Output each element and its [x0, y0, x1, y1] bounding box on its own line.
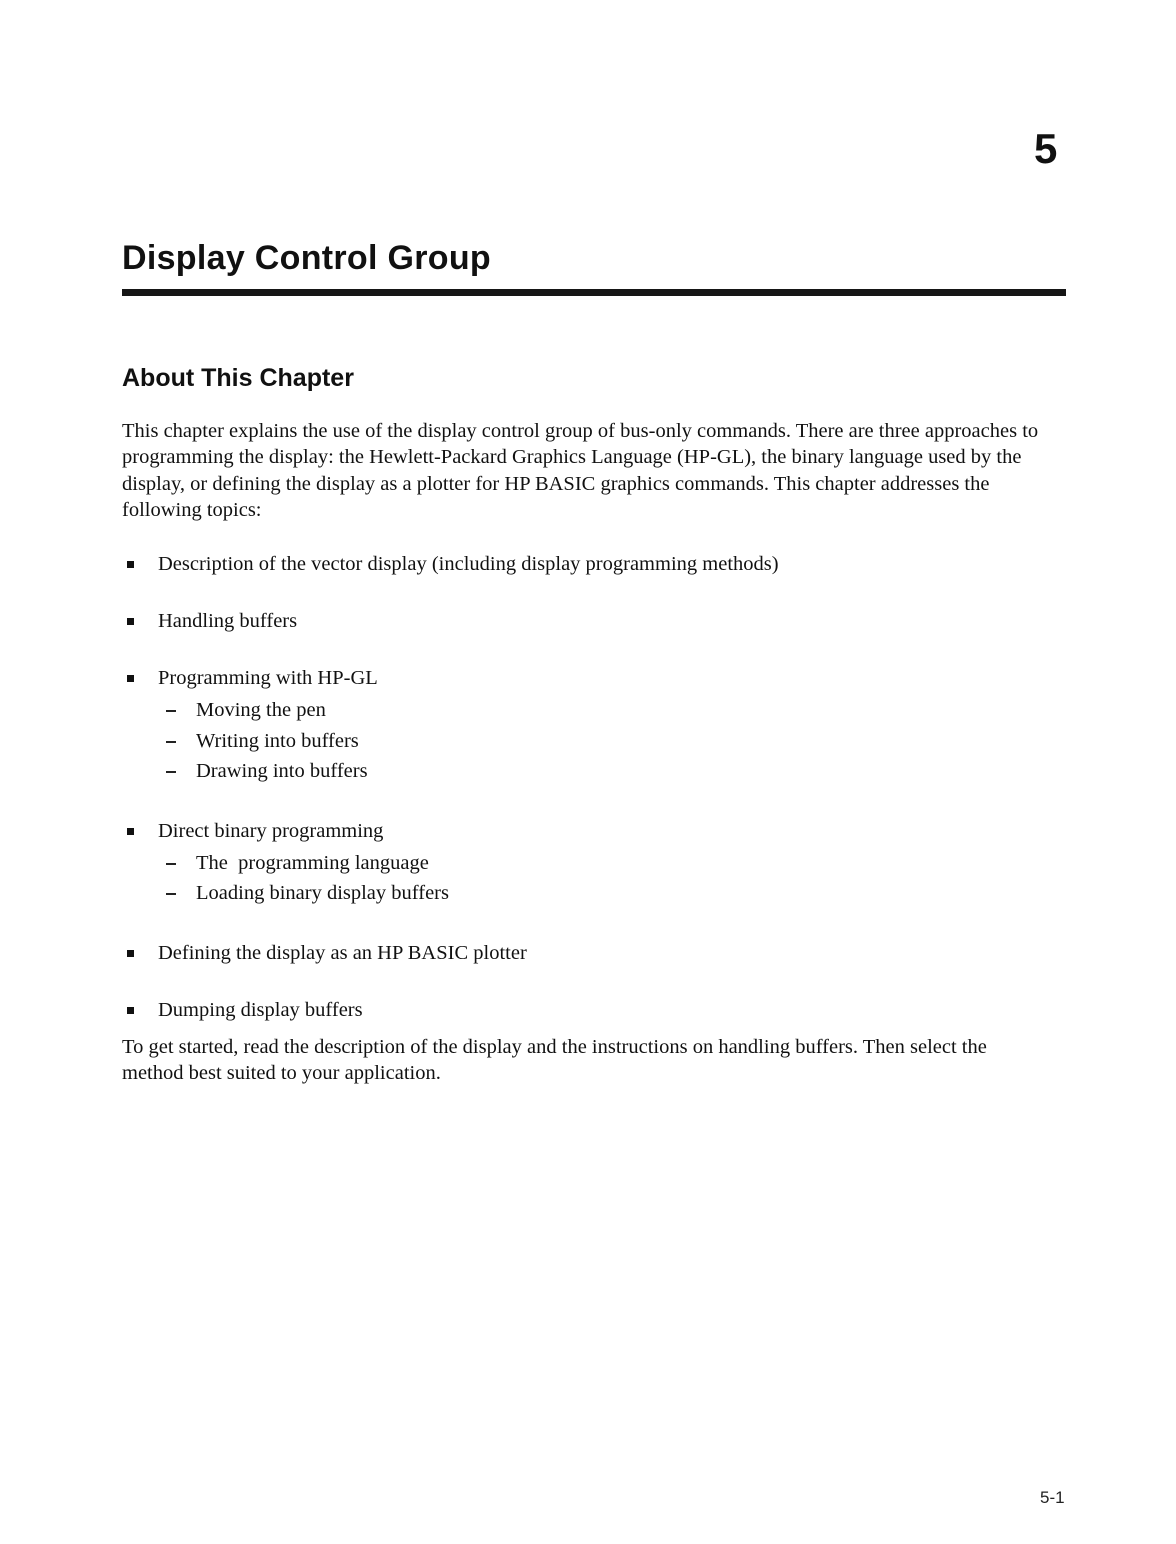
- subtopic-list: [158, 695, 1022, 787]
- subtopic-label: Drawing into buffers: [196, 760, 368, 782]
- subtopic-label: Moving the pen: [196, 699, 326, 721]
- topic-item: [122, 940, 1022, 966]
- chapter-number: 5: [1034, 125, 1058, 172]
- topic-label: Programming with HP-GL: [158, 667, 378, 689]
- topic-label: Handling buffers: [158, 610, 298, 632]
- bullet-icon: [127, 1007, 134, 1014]
- subtopic-item: [158, 848, 1022, 879]
- topic-item: [122, 665, 1022, 787]
- subtopic-item: [158, 695, 1022, 726]
- chapter-title: Display Control Group: [122, 239, 491, 277]
- page-number: 5-1: [1040, 1488, 1065, 1507]
- outro-paragraph: To get started, read the description of the display and the instructions on handling buffers. Then select the method best suited to your application.: [122, 1036, 987, 1085]
- subtopic-item: [158, 726, 1022, 757]
- topic-label: Dumping display buffers: [158, 998, 363, 1021]
- subtopic-label: The programming language: [196, 851, 429, 874]
- subtopic-label: Writing into buffers: [196, 729, 359, 752]
- bullet-icon: [127, 950, 134, 957]
- topic-label: Defining the display as an HP BASIC plotter: [158, 941, 527, 964]
- bullet-icon: [127, 828, 134, 835]
- topic-label: Direct binary programming: [158, 819, 384, 842]
- topic-item: [122, 818, 1022, 909]
- topic-label: Description of the vector display (including display programming methods): [158, 553, 779, 575]
- dash-icon: [166, 710, 176, 712]
- dash-icon: [166, 771, 176, 773]
- dash-icon: [166, 741, 176, 743]
- intro-paragraph: This chapter explains the use of the display control group of bus-only commands. There are three approaches to programming the display: the Hewlett-Packard Graphics Language (HP-GL), the binary language used by the display, or defining the display as a plotter for HP BASIC graphics commands. This chapter addresses the following topics:: [122, 420, 1039, 521]
- topic-item: [122, 551, 1022, 577]
- subtopic-item: [158, 878, 1022, 909]
- topic-item: [122, 997, 1022, 1023]
- title-rule: [122, 289, 1066, 296]
- subtopic-list: [158, 848, 1022, 909]
- section-heading: About This Chapter: [122, 364, 354, 392]
- dash-icon: [166, 863, 176, 865]
- bullet-icon: [127, 618, 134, 625]
- bullet-icon: [127, 675, 134, 682]
- bullet-icon: [127, 561, 134, 568]
- subtopic-item: [158, 756, 1022, 787]
- dash-icon: [166, 893, 176, 895]
- topic-list: [122, 551, 1022, 1054]
- topic-item: [122, 608, 1022, 634]
- subtopic-label: Loading binary display buffers: [196, 882, 449, 904]
